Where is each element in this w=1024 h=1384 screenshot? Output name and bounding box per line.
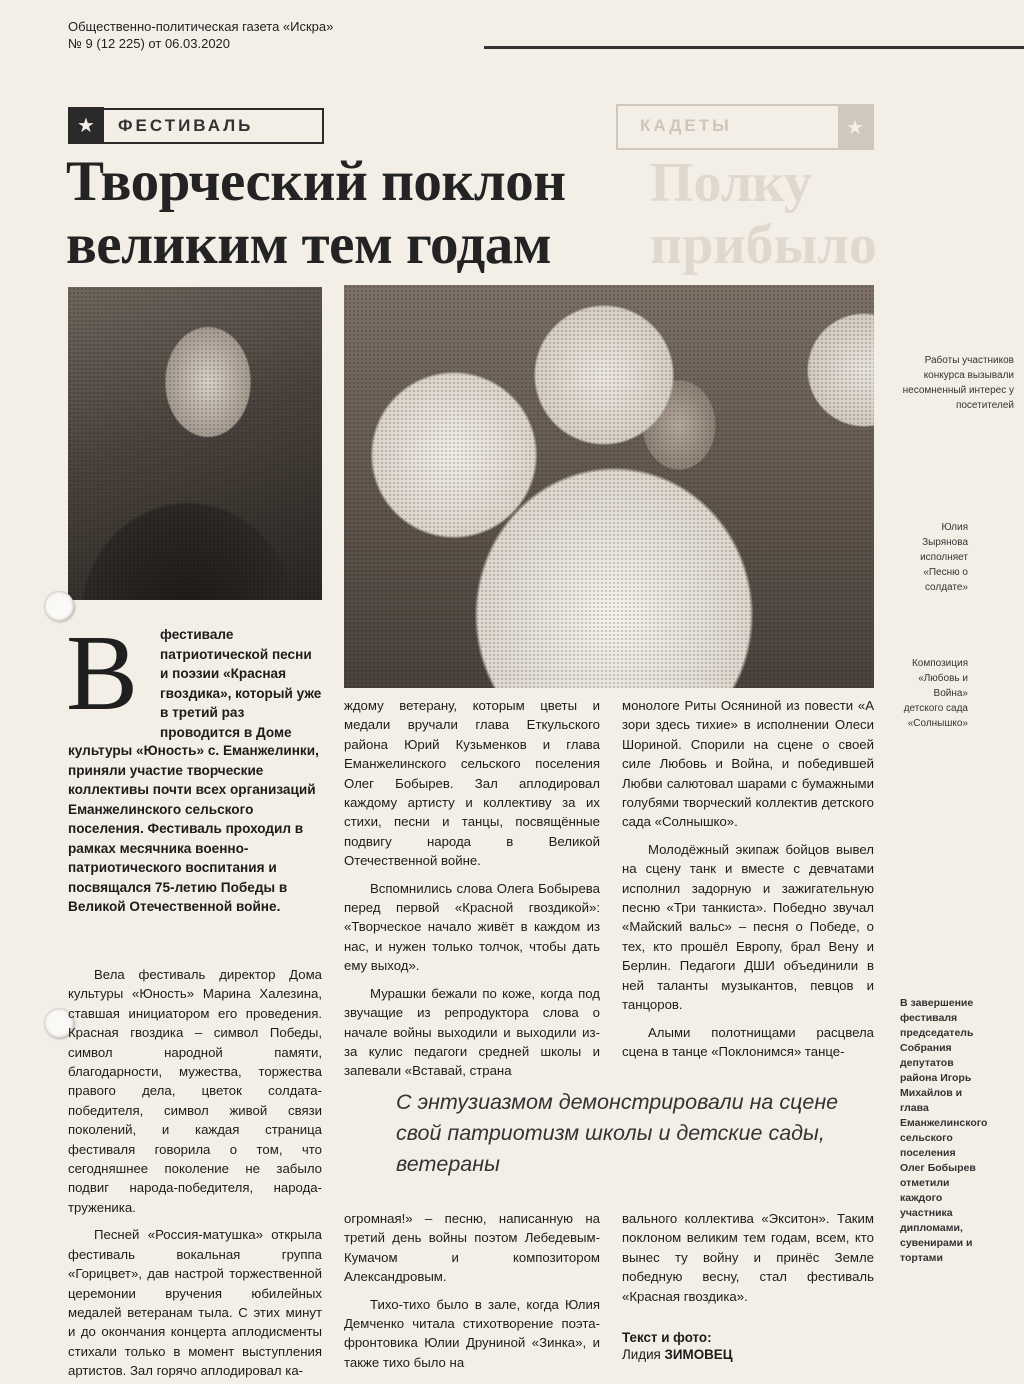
photo-singer [68,287,322,600]
caption-awards: В завершение фестиваля председатель Собрания депутатов района Игорь Михайлов и глава Еманжелинского сельского поселения Олег Бобырев отметили каждого участника дипломами, сувенирами и тортами [900,997,988,1264]
drop-cap: В [66,614,139,733]
paragraph: Вспомнились слова Олега Бобырева перед первой «Красной гвоздикой»: «Творческое начало живёт в каждом из нас, и нужен только толчок, чтобы дать ему выход». [344,880,600,974]
article-column-1 [68,965,322,1384]
article-column-3-bottom [622,1209,874,1314]
paragraph: Вела фестиваль директор Дома культуры «Юность» Марина Халезина, ставшая инициатором его проведения. Красная гвоздика – символ Победы, символ народной памяти, благодарности, мужества, торжества правого дела, цветок солдата-победителя, символ живой связи поколений, и каждая страница фестиваля говорила о том, что сегодняшнее поколение не забыло подвиг народа-победителя, народа-труженика. [68,967,322,1215]
paragraph: ждому ветерану, которым цветы и медали вручали глава Еткульского района Юрий Кузьменков и глава Еманжелинского сельского поселения Олег Бобырев. Зал аплодировал каждому артисту и коллективу за их стихи, песни и танцы, посвящённые подвигу народа в Великой Отечественной войне. [344,698,600,869]
paragraph: вального коллектива «Экситон». Таким поклоном великим тем годам, всем, кто вынес ту войну и принёс Земле победную весну, стал фестиваль «Красная гвоздика». [622,1211,874,1304]
paragraph: Тихо-тихо было в зале, когда Юлия Демченко читала стихотворение поэта-фронтовика Юлии Друниной «Зинка», и также тихо было на [344,1296,600,1370]
paragraph: Песней «Россия-матушка» открыла фестиваль вокальная группа «Горицвет», дав настрой торжественной церемонии вручения юбилейных медалей ветеранам тыла. С этих минут и до окончания концерта аплодисменты стихали только в момент выступления артистов. Зал горячо аплодировал ка- [68,1227,322,1379]
pull-quote: С энтузиазмом демонстрировали на сцене свой патриотизм школы и детские сады, ветераны [396,1090,839,1176]
credit-label: Текст и фото: [622,1330,712,1345]
article-column-3 [622,696,874,1069]
star-icon: ★ [68,107,104,143]
caption-exhibits: Работы участников конкурса вызывали несомненный интерес у посетителей [902,355,1014,411]
paragraph: Мурашки бежали по коже, когда под звучащие из репродуктора слова о начале войны выходили и выходили из-за кулис педагоги средней школы и запевали «Вставай, страна [344,985,600,1079]
ghost-rubric-label: КАДЕТЫ [640,116,732,135]
ghost-headline: Полку прибыло [650,152,877,276]
paragraph: Молодёжный экипаж бойцов вывел на сцену танк и вместе с девчатами исполнил задорную и зажигательную песню «Три танкиста». Победно звучал «Майский вальс» – песня о Победе, о тех, кто прошёл Европу, брал Вену и Берлин. Педагоги ДШИ объединили в ней таланты музыкантов, певцов и танцоров. [622,841,874,1013]
masthead-title: Общественно-политическая газета «Искра» [68,19,334,34]
photo-performance [344,285,874,688]
article-headline: Творческий поклон великим тем годам [66,150,566,276]
lead-paragraph-rest: культуры «Юность» с. Еманжелинки, приняли участие творческие коллективы почти всех организаций Еманжелинского сельского поселения. Фестиваль проходил в рамках месячника военно-патриотического воспитания и посвящался 75-летию Победы в Великой Отечественной войне. [68,743,319,914]
caption-composition: Композиция «Любовь и Война» детского сада «Солнышко» [903,658,968,729]
lead-paragraph-start: фестивале патриотической песни и поэзии «Красная гвоздика», который уже в третий раз проводится в Доме [160,627,322,740]
article-credit [622,1329,733,1363]
author-last-name: ЗИМОВЕЦ [664,1347,733,1362]
paragraph: огромная!» – песню, написанную на третий день войны поэтом Лебедевым-Кумачом и композитором Александровым. [344,1211,600,1285]
section-rubric [68,108,324,144]
caption-singer: Юлия Зырянова исполняет «Песню о солдате» [920,522,968,593]
rubric-label: ФЕСТИВАЛЬ [118,116,254,135]
paragraph: Алыми полотнищами расцвела сцена в танце «Поклонимся» танце- [622,1024,874,1059]
masthead-issue: № 9 (12 225) от 06.03.2020 [68,36,231,51]
paragraph: монологе Риты Осяниной из повести «А зори здесь тихие» в исполнении Олеси Шориной. Спорили на сцене о своей силе Любовь и Война, и победившей Любви салютовал шарами с бумажными голубями творческий коллектив детского сада «Солнышко». [622,698,874,830]
article-column-2-bottom [344,1209,600,1380]
masthead [68,18,333,52]
masthead-rule [484,46,1024,49]
ghost-star-icon: ★ [838,106,872,148]
article-column-2 [344,696,600,1089]
author-first-name: Лидия [622,1347,661,1362]
credit-author [622,1346,733,1363]
